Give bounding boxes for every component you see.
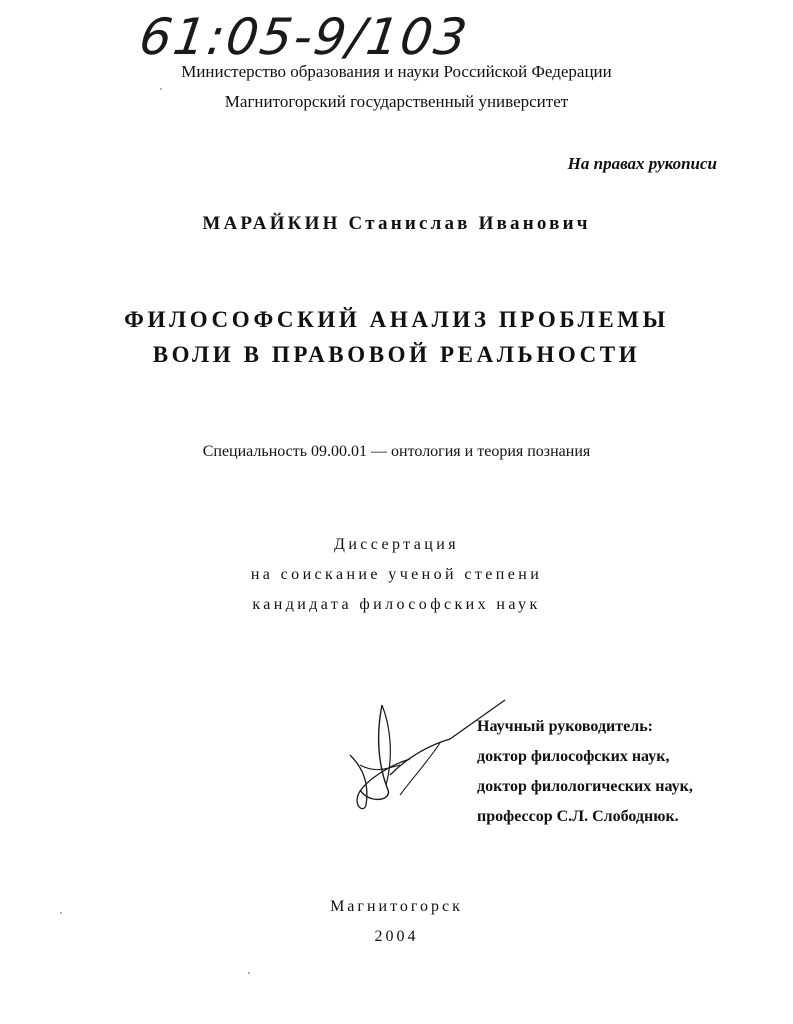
university-name: Магнитогорский государственный университет [224, 92, 569, 111]
author-name: МАРАЙКИН Станислав Иванович [202, 213, 591, 234]
thesis-title-line-1: ФИЛОСОФСКИЙ АНАЛИЗ ПРОБЛЕМЫ [124, 307, 669, 332]
city-name: Магнитогорск [330, 898, 463, 915]
scan-speck [160, 88, 162, 90]
degree-line-1: на соискание ученой степени [250, 566, 543, 583]
year: 2004 [374, 928, 419, 945]
supervisor-degree-2: доктор филологических наук, [477, 778, 693, 795]
specialty-line: Специальность 09.00.01 — онтология и теория познания [202, 443, 591, 460]
archive-stamp: 61:05-9/103 [135, 8, 473, 66]
scan-speck [248, 972, 250, 974]
supervisor-degree-1: доктор философских наук, [477, 748, 670, 765]
supervisor-heading: Научный руководитель: [477, 718, 653, 735]
scan-speck [60, 912, 62, 914]
manuscript-rights-note: На правах рукописи [567, 154, 717, 173]
supervisor-name: профессор С.Л. Слободнюк. [477, 808, 679, 825]
degree-line-2: кандидата философских наук [252, 596, 541, 613]
ministry-name: Министерство образования и науки Российской Федерации [181, 62, 612, 81]
thesis-title-line-2: ВОЛИ В ПРАВОВОЙ РЕАЛЬНОСТИ [152, 342, 641, 367]
dissertation-label: Диссертация [334, 536, 459, 553]
